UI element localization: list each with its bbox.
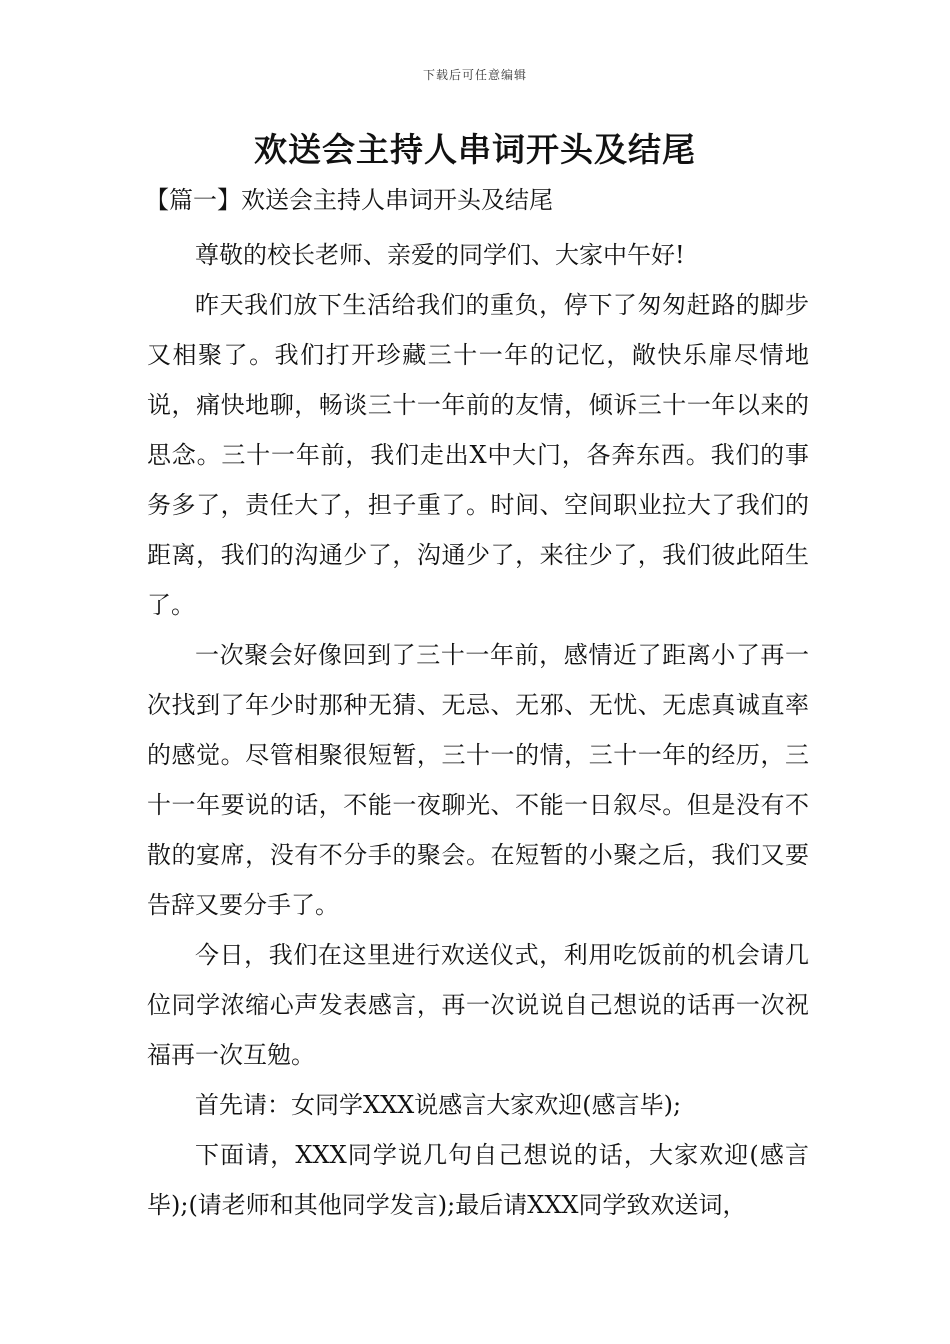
paragraph-first-speaker: 首先请：女同学XXX说感言大家欢迎(感言毕); (195, 1091, 682, 1119)
paragraph-reunion: 昨天我们放下生活给我们的重负，停下了匆匆赶路的脚步又相聚了。我们打开珍藏三十一年的记忆，敞快乐扉尽情地说，痛快地聊，畅谈三十一年前的友情，倾诉三十一年以来的思念。三十一年前，我们走出X中大门，各奔东西。我们的事务多了，责任大了，担子重了。时间、空间职业拉大了我们的距离，我们的沟通少了，沟通少了，来往少了，我们彼此陌生了。 (147, 291, 809, 619)
header-note: 下载后可任意编辑 (422, 68, 527, 82)
section-heading: 【篇一】欢送会主持人串词开头及结尾 (145, 186, 553, 214)
paragraph-next-speakers: 下面请，XXX同学说几句自己想说的话，大家欢迎(感言毕);(请老师和其他同学发言);最后请XXX同学致欢送词， (147, 1141, 809, 1219)
paragraph-gathering: 一次聚会好像回到了三十一年前，感情近了距离小了再一次找到了年少时那种无猜、无忌、无邪、无忧、无虑真诚直率的感觉。尽管相聚很短暂，三十一的情，三十一年的经历，三十一年要说的话，不能一夜聊光、不能一日叙尽。但是没有不散的宴席，没有不分手的聚会。在短暂的小聚之后，我们又要告辞又要分手了。 (147, 641, 809, 919)
document-body (147, 230, 809, 1230)
document-title: 欢送会主持人串词开头及结尾 (254, 130, 696, 169)
paragraph-greeting: 尊敬的校长老师、亲爱的同学们、大家中午好! (195, 241, 685, 269)
paragraph-ceremony: 今日，我们在这里进行欢送仪式，利用吃饭前的机会请几位同学浓缩心声发表感言，再一次说说自己想说的话再一次祝福再一次互勉。 (147, 941, 809, 1069)
